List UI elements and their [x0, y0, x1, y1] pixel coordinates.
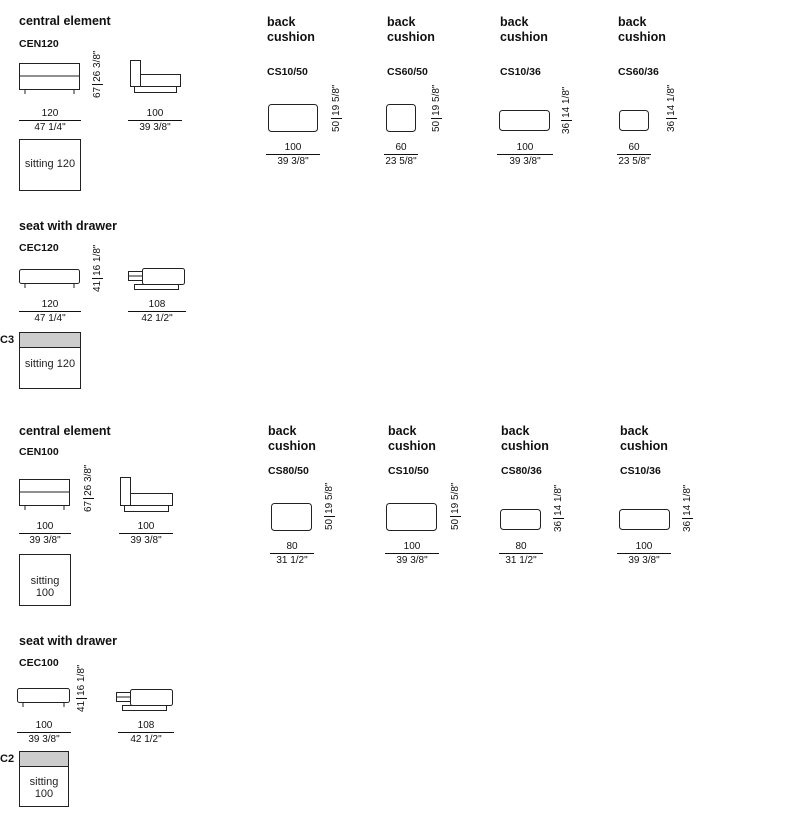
- cushion-title: back cushion: [618, 15, 666, 44]
- cushion-title: back cushion: [500, 15, 548, 44]
- front-view-drawing: [17, 688, 71, 710]
- side-depth-dimension: 108 42 1/2": [128, 299, 186, 324]
- cushion-code: CS80/36: [501, 465, 542, 477]
- cushion-drawing: [268, 104, 318, 134]
- cushion-width-dimension: 100 39 3/8": [385, 541, 439, 566]
- cushion-height-dimension: 5019 5/8": [331, 84, 342, 132]
- front-width-dimension: 120 47 1/4": [19, 299, 81, 324]
- cushion-code: CS80/50: [268, 465, 309, 477]
- cushion-code: CS10/50: [267, 66, 308, 78]
- cushion-height-dimension: 3614 1/8": [561, 86, 572, 134]
- cushion-code: CS60/36: [618, 66, 659, 78]
- section-code: CEC120: [19, 242, 59, 254]
- section-title: seat with drawer: [19, 219, 117, 233]
- side-view-drawing: [128, 268, 186, 292]
- plan-view: sitting 120: [19, 139, 81, 191]
- front-width-dimension: 100 39 3/8": [17, 720, 71, 745]
- section-title: central element: [19, 424, 111, 438]
- height-dimension: 4116 1/8": [92, 244, 103, 292]
- cushion-title: back cushion: [268, 424, 316, 453]
- drawer-band: [20, 333, 80, 348]
- cushion-width-dimension: 60 23 5/8": [385, 142, 417, 167]
- height-dimension: 6726 3/8": [83, 464, 94, 512]
- side-view-drawing: [130, 60, 182, 96]
- cushion-title: back cushion: [387, 15, 435, 44]
- section-title: central element: [19, 14, 111, 28]
- front-width-dimension: 120 47 1/4": [19, 108, 81, 133]
- side-view-drawing: [120, 477, 174, 515]
- drawer-band: [20, 752, 68, 767]
- plan-view: sitting 120: [19, 332, 81, 389]
- position-marker: C2: [0, 753, 15, 765]
- side-depth-dimension: 100 39 3/8": [119, 521, 173, 546]
- height-dimension: 4116 1/8": [76, 664, 87, 712]
- cushion-drawing: [499, 110, 551, 132]
- front-view-drawing: [19, 269, 81, 291]
- cushion-code: CS60/50: [387, 66, 428, 78]
- cushion-drawing: [386, 503, 438, 533]
- front-view-drawing: [19, 63, 81, 95]
- cushion-code: CS10/36: [500, 66, 541, 78]
- cushion-height-dimension: 5019 5/8": [450, 482, 461, 530]
- section-code: CEN100: [19, 446, 59, 458]
- section-code: CEN120: [19, 38, 59, 50]
- front-view-drawing: [19, 479, 71, 511]
- cushion-drawing: [500, 509, 542, 531]
- cushion-drawing: [386, 104, 418, 134]
- cushion-height-dimension: 3614 1/8": [666, 84, 677, 132]
- cushion-width-dimension: 100 39 3/8": [266, 142, 320, 167]
- cushion-title: back cushion: [501, 424, 549, 453]
- front-width-dimension: 100 39 3/8": [19, 521, 71, 546]
- cushion-title: back cushion: [620, 424, 668, 453]
- cushion-width-dimension: 100 39 3/8": [617, 541, 671, 566]
- height-dimension: 6726 3/8": [92, 50, 103, 98]
- cushion-height-dimension: 5019 5/8": [431, 84, 442, 132]
- cushion-code: CS10/36: [620, 465, 661, 477]
- cushion-height-dimension: 3614 1/8": [682, 484, 693, 532]
- section-title: seat with drawer: [19, 634, 117, 648]
- cushion-drawing: [271, 503, 313, 533]
- cushion-width-dimension: 60 23 5/8": [618, 142, 650, 167]
- cushion-drawing: [619, 509, 671, 531]
- cushion-height-dimension: 3614 1/8": [553, 484, 564, 532]
- cushion-drawing: [619, 110, 651, 132]
- plan-view: sitting 100: [19, 751, 69, 807]
- cushion-width-dimension: 80 31 1/2": [499, 541, 543, 566]
- cushion-code: CS10/50: [388, 465, 429, 477]
- cushion-width-dimension: 80 31 1/2": [270, 541, 314, 566]
- cushion-width-dimension: 100 39 3/8": [497, 142, 553, 167]
- section-code: CEC100: [19, 657, 59, 669]
- position-marker: C3: [0, 334, 15, 346]
- cushion-title: back cushion: [267, 15, 315, 44]
- side-depth-dimension: 100 39 3/8": [128, 108, 182, 133]
- cushion-height-dimension: 5019 5/8": [324, 482, 335, 530]
- cushion-title: back cushion: [388, 424, 436, 453]
- side-view-drawing: [116, 689, 174, 713]
- plan-view: sitting 100: [19, 554, 71, 606]
- side-depth-dimension: 108 42 1/2": [118, 720, 174, 745]
